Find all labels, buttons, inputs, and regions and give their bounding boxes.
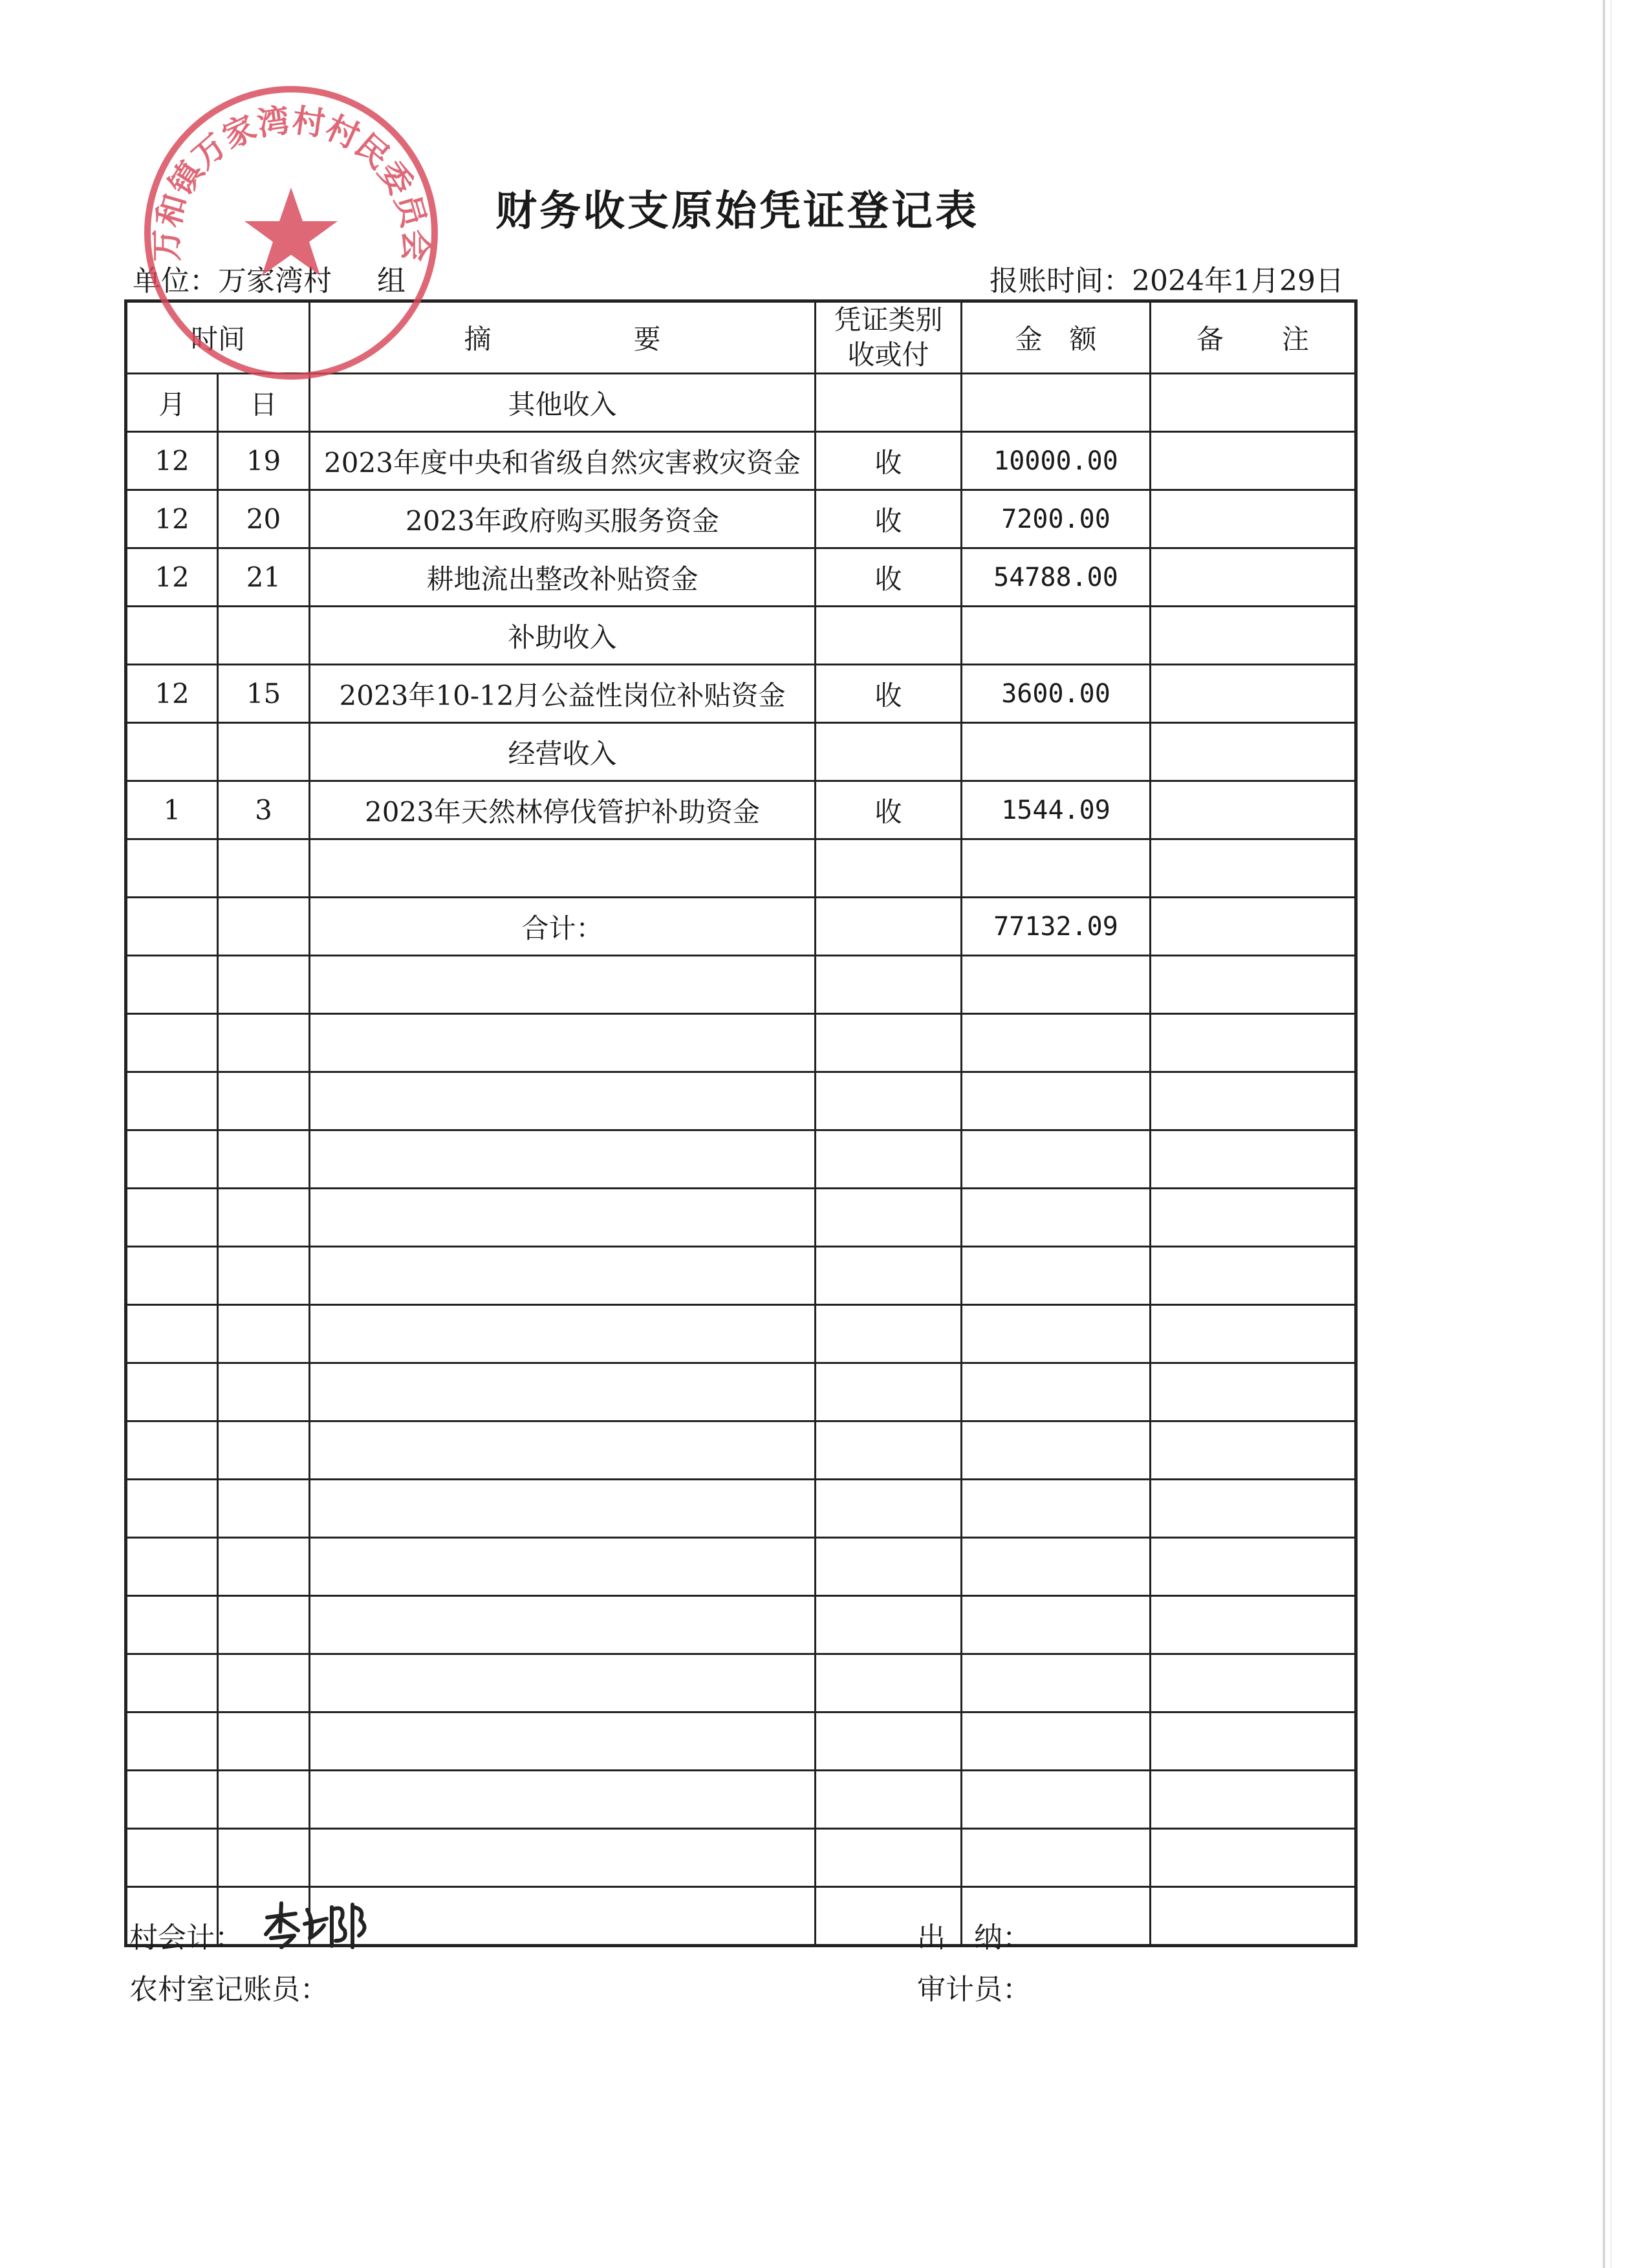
cell-day: 21 [218, 548, 310, 607]
date-label: 报账时间： [990, 265, 1132, 297]
cell-month: 1 [126, 781, 218, 839]
cell-day: 3 [218, 781, 310, 839]
group-label: 组 [377, 265, 406, 297]
col-type-header-line2: 收或付 [847, 339, 929, 371]
cell-amount: 10000.00 [962, 432, 1151, 490]
cell-type: 收 [816, 781, 962, 839]
col-remark-header-a: 备 [1196, 323, 1224, 355]
cell-summary: 耕地流出整改补贴资金 [310, 548, 816, 607]
cashier-line [917, 1914, 1031, 1956]
clerk-label: 农村室记账员： [129, 1973, 329, 2006]
col-day-header: 日 [218, 374, 310, 432]
table-row [126, 665, 1356, 723]
official-seal-icon [136, 78, 446, 388]
section-other-income: 其他收入 [310, 374, 816, 432]
cell-summary: 2023年天然林停伐管护补助资金 [310, 781, 816, 839]
col-amount-header: 金 额 [962, 301, 1151, 374]
cell-summary: 2023年政府购买服务资金 [310, 490, 816, 548]
table-row [126, 548, 1356, 607]
blank-row [126, 956, 1356, 1014]
table-row [126, 432, 1356, 490]
section-row [126, 723, 1356, 781]
date-line [990, 257, 1344, 299]
cell-month: 12 [126, 548, 218, 607]
cell-amount: 3600.00 [962, 665, 1151, 723]
blank-row [126, 1014, 1356, 1072]
col-remark-header [1151, 301, 1356, 374]
ledger-table [124, 299, 1358, 1947]
clerk-line [129, 1966, 329, 2007]
cell-type: 收 [816, 490, 962, 548]
blank-row [126, 1072, 1356, 1130]
col-type-header [816, 301, 962, 374]
col-month-header: 月 [126, 374, 218, 432]
col-type-header-line1: 凭证类别 [834, 304, 943, 336]
cell-remark [1151, 490, 1356, 548]
accountant-signature [262, 1898, 372, 1950]
scan-edge-inner [1610, 0, 1612, 2268]
blank-row [126, 1189, 1356, 1247]
section-business-income: 经营收入 [310, 723, 816, 781]
blank-row [126, 1480, 1356, 1538]
auditor-label: 审计员： [917, 1973, 1031, 2006]
unit-label: 单位： [133, 265, 218, 297]
cashier-label: 出 纳： [917, 1921, 1031, 1954]
date-value: 2024年1月29日 [1132, 265, 1344, 297]
col-remark-header-b: 注 [1282, 323, 1310, 355]
cell-amount: 1544.09 [962, 781, 1151, 839]
cell-month: 12 [126, 490, 218, 548]
page-title: 财务收支原始凭证登记表 [495, 187, 979, 235]
blank-row [126, 1712, 1356, 1771]
blank-row [126, 1538, 1356, 1596]
cell-summary: 2023年10-12月公益性岗位补贴资金 [310, 665, 816, 723]
blank-row [126, 1421, 1356, 1480]
section-row [126, 607, 1356, 665]
cell-type: 收 [816, 548, 962, 607]
cell-day: 20 [218, 490, 310, 548]
col-summary-header-a: 摘 [464, 323, 492, 355]
blank-row [126, 1305, 1356, 1363]
accountant-label: 村会计： [129, 1921, 243, 1954]
table-row [126, 781, 1356, 839]
scan-edge [1603, 0, 1605, 2268]
cell-type: 收 [816, 432, 962, 490]
cell-remark [1151, 548, 1356, 607]
cell-day: 19 [218, 432, 310, 490]
blank-row [126, 1596, 1356, 1654]
accountant-line [129, 1914, 243, 1956]
seal-text: 万和镇万家湾村村民委员会 [147, 100, 435, 262]
cell-amount: 7200.00 [962, 490, 1151, 548]
auditor-line [917, 1966, 1031, 2007]
blank-rows [126, 956, 1356, 1946]
cell-remark [1151, 665, 1356, 723]
cell-summary: 2023年度中央和省级自然灾害救灾资金 [310, 432, 816, 490]
section-subsidy-income: 补助收入 [310, 607, 816, 665]
table-row [126, 490, 1356, 548]
blank-row [126, 1247, 1356, 1305]
cell-remark [1151, 781, 1356, 839]
cell-month: 12 [126, 665, 218, 723]
blank-row [126, 1654, 1356, 1712]
col-time-header: 时间 [126, 301, 310, 374]
blank-row [126, 1829, 1356, 1887]
cell-day: 15 [218, 665, 310, 723]
blank-row [126, 1363, 1356, 1421]
blank-row [126, 1771, 1356, 1829]
col-summary-header-b: 要 [633, 323, 661, 355]
cell-amount: 54788.00 [962, 548, 1151, 607]
total-label: 合计： [310, 898, 816, 956]
blank-row [126, 1130, 1356, 1189]
total-amount: 77132.09 [962, 898, 1151, 956]
cell-month: 12 [126, 432, 218, 490]
cell-remark [1151, 432, 1356, 490]
unit-value: 万家湾村 [218, 265, 332, 297]
cell-type: 收 [816, 665, 962, 723]
blank-row [126, 839, 1356, 898]
total-row [126, 898, 1356, 956]
